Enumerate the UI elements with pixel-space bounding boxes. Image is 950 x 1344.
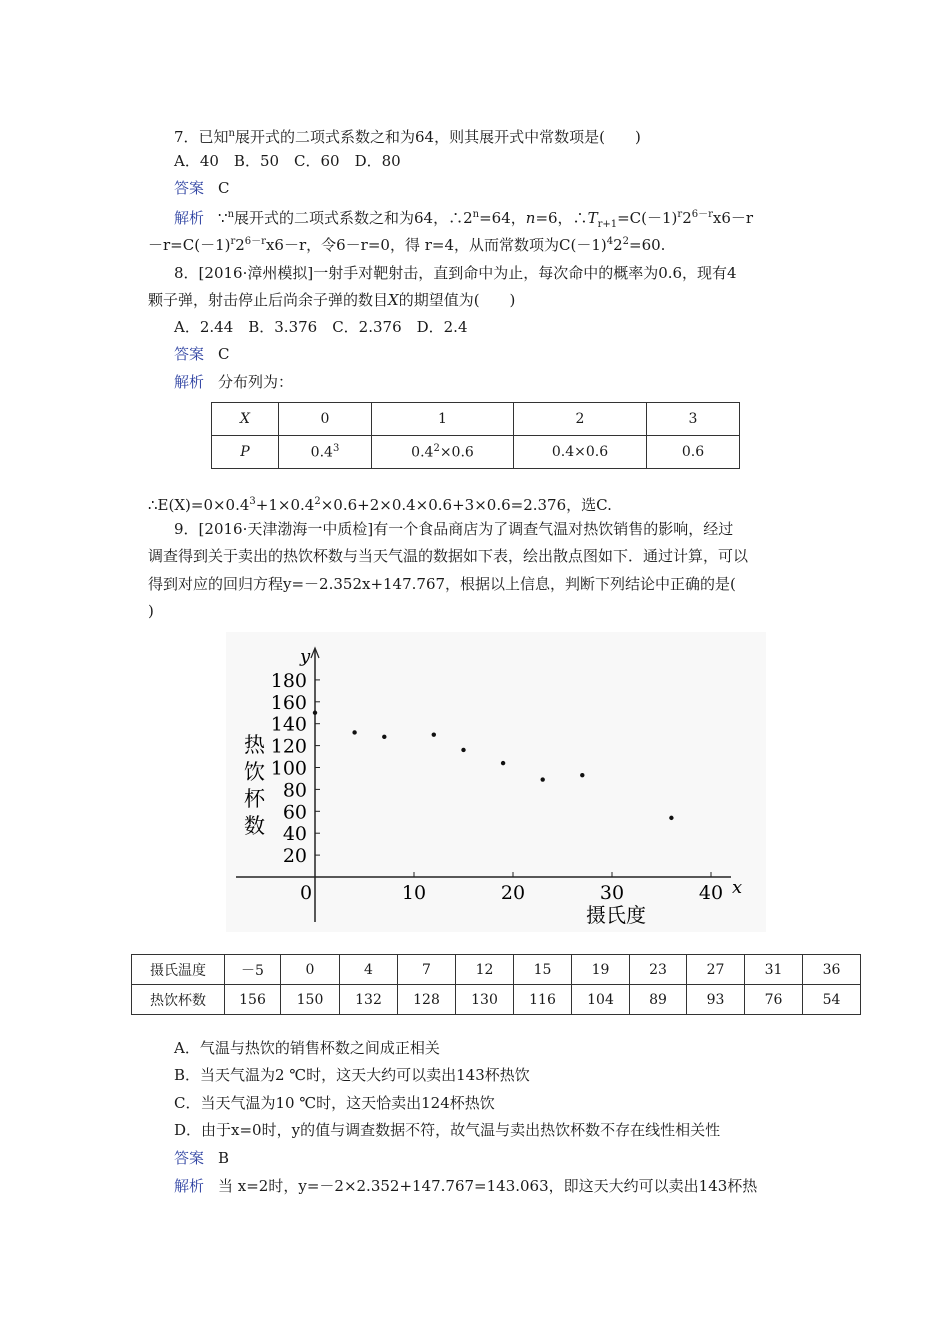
analysis-label: 解析 bbox=[174, 1177, 205, 1195]
x-tick-label: 40 bbox=[698, 882, 724, 904]
y-tick-label: 140 bbox=[270, 713, 307, 736]
table-cell: 128 bbox=[398, 985, 456, 1015]
q8-stem-line1: 8．[2016·漳州模拟]一射手对靶射击，直到命中为止，每次命中的概率为0.6，现有4 bbox=[174, 264, 737, 282]
table-cell: $0.4^2\times 0.6$ bbox=[372, 436, 514, 469]
table-cell: $0.4^3$ bbox=[279, 436, 372, 469]
data-point bbox=[432, 732, 436, 736]
table-cell: 15 bbox=[514, 955, 572, 985]
q9-option-c: C．当天气温为10 ℃时，这天恰卖出124杯热饮 bbox=[174, 1094, 495, 1112]
table-cell: 31 bbox=[745, 955, 803, 985]
answer-label: 答案 bbox=[174, 1149, 205, 1167]
table-cell: 27 bbox=[687, 955, 745, 985]
q7-options: A．40 B．50 C．60 D．80 bbox=[174, 152, 401, 170]
y-axis-label-char: 数 bbox=[244, 814, 265, 838]
table-cell: 130 bbox=[456, 985, 514, 1015]
q8-answer: 答案 C bbox=[174, 345, 230, 363]
x-tick-label: 20 bbox=[500, 882, 526, 904]
table-cell: 104 bbox=[572, 985, 630, 1015]
q7-analysis-line1: 解析 ∵$^n$展开式的二项式系数之和为64，$\therefore 2^n=64$，n=6，$\therefore T_{r+1}=C(-1)^r2^{6-r}x6-r$ bbox=[174, 209, 754, 230]
q7-analysis-line2: $-r=C(-1)^r2^{6-r}x6-r$，令6－r=0，得 r=4，从而常数项为$C(-1)^42^2=60$. bbox=[148, 236, 666, 254]
analysis-label: 解析 bbox=[174, 373, 205, 391]
x-axis-name: x bbox=[732, 877, 743, 898]
answer-label: 答案 bbox=[174, 345, 205, 363]
table-cell: 36 bbox=[803, 955, 861, 985]
table-cell: 132 bbox=[340, 985, 398, 1015]
q8-analysis: 解析 分布列为： bbox=[174, 373, 294, 391]
table-row bbox=[132, 955, 861, 985]
y-tick-label: 20 bbox=[282, 845, 307, 868]
q9-option-b: B．当天气温为2 ℃时，这天大约可以卖出143杯热饮 bbox=[174, 1066, 530, 1084]
y-axis-label-char: 杯 bbox=[244, 787, 265, 811]
data-point bbox=[461, 748, 465, 752]
q9-option-a: A．气温与热饮的销售杯数之间成正相关 bbox=[174, 1039, 440, 1057]
table-cell: 1 bbox=[372, 403, 514, 436]
table-cell: 热饮杯数 bbox=[132, 985, 225, 1015]
data-point bbox=[313, 711, 317, 715]
y-axis-label-char: 饮 bbox=[244, 760, 265, 784]
distribution-table bbox=[211, 402, 740, 469]
q9-stem-line1: 9．[2016·天津渤海一中质检]有一个食品商店为了调查气温对热饮销售的影响，经过 bbox=[174, 520, 734, 538]
data-point bbox=[382, 735, 386, 739]
table-cell: 7 bbox=[398, 955, 456, 985]
q7-stem: 7．已知$^n$展开式的二项式系数之和为64，则其展开式中常数项是( ) bbox=[174, 128, 641, 146]
table-cell: 2 bbox=[514, 403, 647, 436]
table-cell: 76 bbox=[745, 985, 803, 1015]
q9-stem-line4: ) bbox=[148, 602, 154, 620]
table-row bbox=[212, 403, 740, 436]
y-tick-label: 120 bbox=[270, 735, 307, 758]
y-tick-label: 180 bbox=[270, 669, 307, 692]
q8-stem-line2: 颗子弹，射击停止后尚余子弹的数目X的期望值为( ) bbox=[148, 291, 516, 309]
x-tick-label: 10 bbox=[401, 882, 427, 904]
y-tick-label: 40 bbox=[282, 823, 307, 846]
data-point bbox=[352, 730, 356, 734]
data-point bbox=[669, 816, 673, 820]
q7-answer: 答案 C bbox=[174, 179, 230, 197]
y-tick-label: 60 bbox=[282, 801, 307, 824]
q9-answer: 答案 B bbox=[174, 1149, 230, 1167]
table-cell: 4 bbox=[340, 955, 398, 985]
y-tick-label: 160 bbox=[270, 691, 307, 714]
table-cell: 12 bbox=[456, 955, 514, 985]
table-cell: 116 bbox=[514, 985, 572, 1015]
q9-option-d: D．由于x=0时，y的值与调查数据不符，故气温与卖出热饮杯数不存在线性相关性 bbox=[174, 1121, 721, 1139]
q9-stem-line2: 调查得到关于卖出的热饮杯数与当天气温的数据如下表，绘出散点图如下．通过计算，可以 bbox=[148, 547, 749, 565]
x-tick-label: 30 bbox=[599, 882, 625, 904]
q9-analysis: 解析 当 x=2时，y=－2×2.352+147.767=143.063，即这天大约可以卖出143杯热 bbox=[174, 1177, 758, 1195]
data-point bbox=[541, 777, 545, 781]
table-cell: 0.4×0.6 bbox=[514, 436, 647, 469]
data-point bbox=[501, 761, 505, 765]
data-point bbox=[580, 773, 584, 777]
y-axis-name: y bbox=[300, 646, 311, 667]
analysis-label: 解析 bbox=[174, 209, 205, 227]
table-cell: 19 bbox=[572, 955, 630, 985]
scatter-chart bbox=[226, 632, 766, 932]
table-row bbox=[212, 436, 740, 469]
x-axis-label: 摄氏度 bbox=[586, 903, 646, 927]
table-cell: X bbox=[212, 403, 279, 436]
table-cell: 3 bbox=[647, 403, 740, 436]
q9-stem-line3: 得到对应的回归方程y=－2.352x+147.767，根据以上信息，判断下列结论中正确的是( bbox=[148, 575, 736, 593]
table-cell: 156 bbox=[225, 985, 281, 1015]
table-row bbox=[132, 985, 861, 1015]
answer-label: 答案 bbox=[174, 179, 205, 197]
y-axis-label-char: 热 bbox=[244, 733, 265, 757]
table-cell: 0 bbox=[279, 403, 372, 436]
temperature-table bbox=[131, 954, 861, 1015]
table-cell: －5 bbox=[225, 955, 281, 985]
y-tick-label: 80 bbox=[282, 779, 307, 802]
table-cell: 摄氏温度 bbox=[132, 955, 225, 985]
table-cell: 54 bbox=[803, 985, 861, 1015]
table-cell: 0.6 bbox=[647, 436, 740, 469]
y-tick-label: 100 bbox=[270, 757, 307, 780]
q8-options: A．2.44 B．3.376 C．2.376 D．2.4 bbox=[174, 318, 468, 336]
table-cell: 89 bbox=[630, 985, 687, 1015]
table-cell: P bbox=[212, 436, 279, 469]
table-cell: 23 bbox=[630, 955, 687, 985]
table-cell: 93 bbox=[687, 985, 745, 1015]
table-cell: 150 bbox=[281, 985, 340, 1015]
q8-conclusion: $\therefore E(X)=0\times 0.4^3+1\times 0.4^2\times 0.6+2\times 0.4\times 0.6+3\times 0.6=2.376$，选C. bbox=[148, 496, 612, 514]
table-cell: 0 bbox=[281, 955, 340, 985]
x-tick-label: 0 bbox=[299, 882, 313, 904]
